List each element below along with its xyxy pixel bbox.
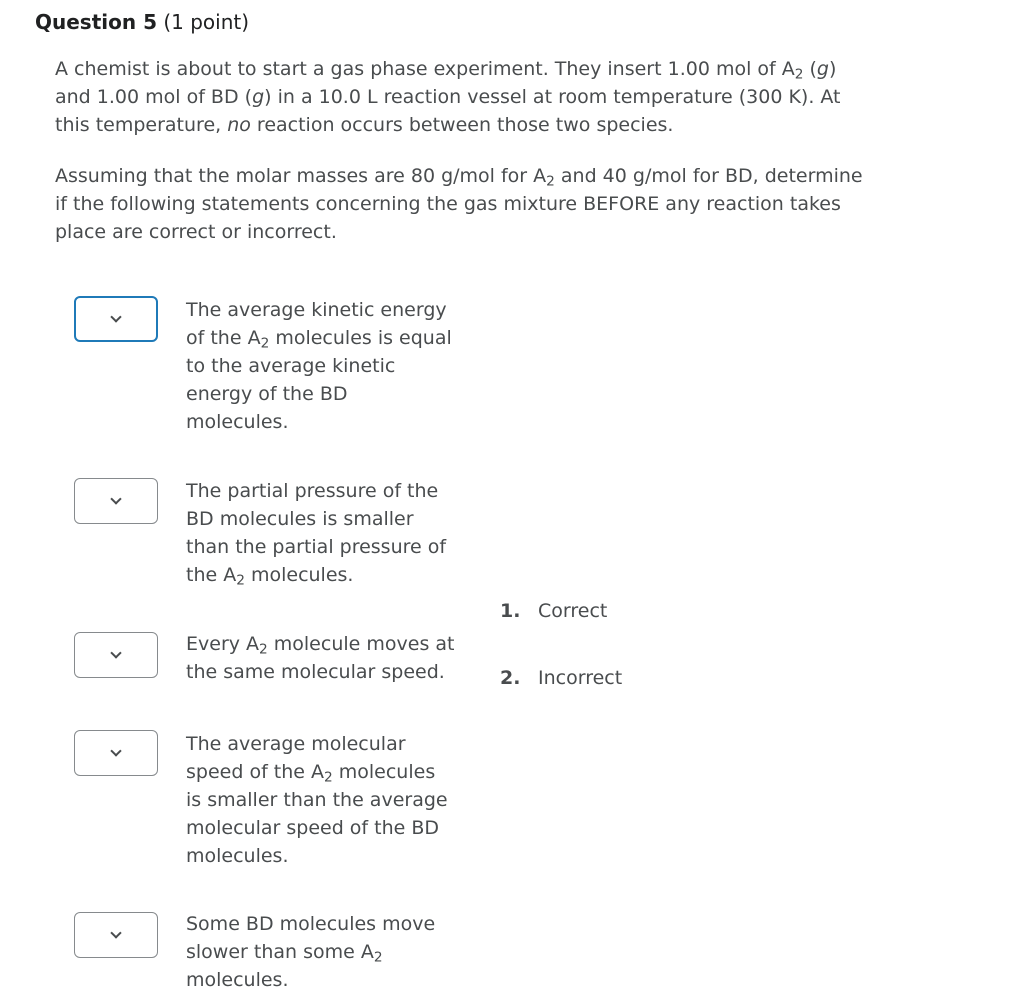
statement-1: The average kinetic energy of the $A_2$ molecules is equal to the average kinetic energy of the BD molecules.	[186, 299, 452, 433]
option-incorrect: 2. Incorrect	[500, 667, 623, 689]
chevron-down-icon	[110, 493, 121, 504]
statement-5: Some BD molecules move slower than some $A_2$ molecules.	[186, 913, 436, 991]
answer-select-3[interactable]	[74, 632, 158, 678]
question-instructions-paragraph: Assuming that the molar masses are 80 g/mol for $A_2$ and 40 g/mol for BD, determine if the following statements concerning the gas mixture BEFORE any reaction takes place are correct or incorrect.	[55, 165, 863, 243]
answer-select-1[interactable]	[74, 296, 158, 342]
chevron-down-icon	[110, 927, 121, 938]
question-points: (1 point)	[163, 10, 250, 34]
chevron-down-icon	[110, 745, 121, 756]
question-title: Question 5	[35, 10, 157, 34]
chevron-down-icon	[110, 647, 121, 658]
answer-select-4[interactable]	[74, 730, 158, 776]
answer-select-5[interactable]	[74, 912, 158, 958]
statement-3: Every $A_2$ molecule moves at the same molecular speed.	[186, 633, 455, 683]
statement-2: The partial pressure of the BD molecules is smaller than the partial pressure of the $A_2$ molecules.	[186, 480, 447, 589]
answer-select-2[interactable]	[74, 478, 158, 524]
statement-4: The average molecular speed of the $A_2$ molecules is smaller than the average molecular speed of the BD molecules.	[186, 733, 448, 867]
option-correct: 1. Correct	[500, 600, 608, 622]
question-intro-paragraph: A chemist is about to start a gas phase experiment. They insert 1.00 mol of $A_2$ (g) and 1.00 mol of BD (g) in a 10.0 L reaction vessel at room temperature (300 K). At this temperature, no reaction occurs between those two species.	[55, 58, 841, 136]
question-header	[35, 10, 249, 34]
chevron-down-icon	[110, 311, 121, 322]
